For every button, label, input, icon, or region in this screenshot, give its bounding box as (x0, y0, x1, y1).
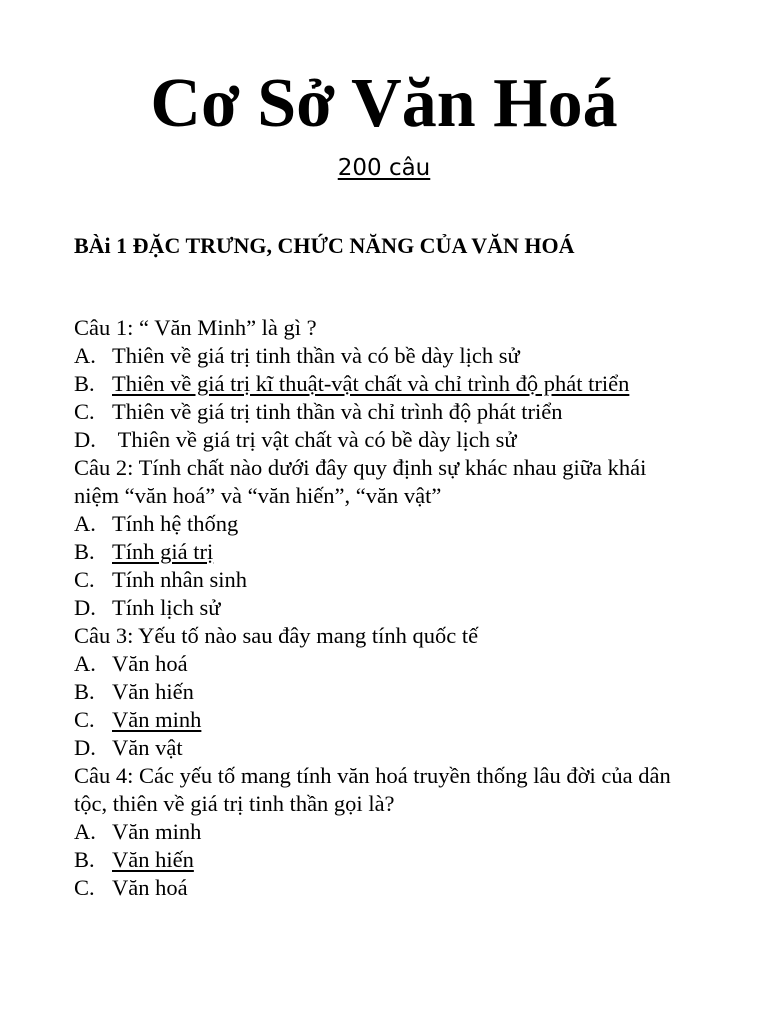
option-text: Văn hiến (112, 679, 194, 704)
option-letter: B. (74, 847, 95, 872)
option-letter: C. (74, 567, 95, 592)
answer-option (74, 874, 694, 902)
option-letter: B. (74, 679, 95, 704)
option-text: Văn minh (112, 819, 202, 844)
question-text: Câu 3: Yếu tố nào sau đây mang tính quốc tế (74, 623, 479, 648)
option-letter: A. (74, 819, 96, 844)
answer-option (74, 566, 694, 594)
option-text-correct: Văn hiến (112, 847, 194, 872)
answer-option (74, 510, 694, 538)
option-text: Văn vật (112, 735, 183, 760)
option-letter: D. (74, 427, 96, 452)
document-title: Cơ Sở Văn Hoá (150, 65, 618, 142)
option-text: Thiên về giá trị tinh thần và có bề dày lịch sử (112, 343, 520, 368)
option-letter: C. (74, 707, 95, 732)
option-text: Văn hoá (112, 651, 188, 676)
option-letter: D. (74, 595, 96, 620)
answer-option (74, 594, 694, 622)
answer-option (74, 734, 694, 762)
quiz-list (74, 314, 694, 902)
option-text: Văn hoá (112, 875, 188, 900)
option-text-correct: Tính giá trị (112, 539, 214, 564)
question-text: Câu 4: Các yếu tố mang tính văn hoá truyền thống lâu đời của dân tộc, thiên về giá trị tinh thần gọi là? (74, 763, 671, 816)
answer-option (74, 370, 694, 398)
answer-option (74, 818, 694, 846)
answer-option (74, 706, 694, 734)
option-letter: A. (74, 651, 96, 676)
option-letter: D. (74, 735, 96, 760)
option-letter: C. (74, 875, 95, 900)
question-text: Câu 2: Tính chất nào dưới đây quy định sự khác nhau giữa khái niệm “văn hoá” và “văn hiến”, “văn vật” (74, 455, 647, 508)
answer-option (74, 538, 694, 566)
document-subtitle: 200 câu (337, 155, 431, 181)
answer-option (74, 426, 694, 454)
option-text-correct: Thiên về giá trị kĩ thuật-vật chất và chỉ trình độ phát triển (112, 371, 630, 396)
option-letter: A. (74, 343, 96, 368)
option-letter: C. (74, 399, 95, 424)
answer-option (74, 678, 694, 706)
answer-option (74, 846, 694, 874)
option-letter: A. (74, 511, 96, 536)
option-text: Tính lịch sử (112, 595, 221, 620)
option-text: Tính nhân sinh (112, 567, 247, 592)
option-text: Tính hệ thống (112, 511, 239, 536)
answer-option (74, 342, 694, 370)
option-text: Thiên về giá trị vật chất và có bề dày lịch sử (112, 427, 517, 452)
answer-option (74, 398, 694, 426)
section-heading: BÀi 1 ĐẶC TRƯNG, CHỨC NĂNG CỦA VĂN HOÁ (74, 233, 575, 258)
answer-option (74, 650, 694, 678)
option-letter: B. (74, 539, 95, 564)
option-letter: B. (74, 371, 95, 396)
question-text: Câu 1: “ Văn Minh” là gì ? (74, 315, 317, 340)
option-text-correct: Văn minh (112, 707, 202, 732)
option-text: Thiên về giá trị tinh thần và chỉ trình độ phát triển (112, 399, 563, 424)
